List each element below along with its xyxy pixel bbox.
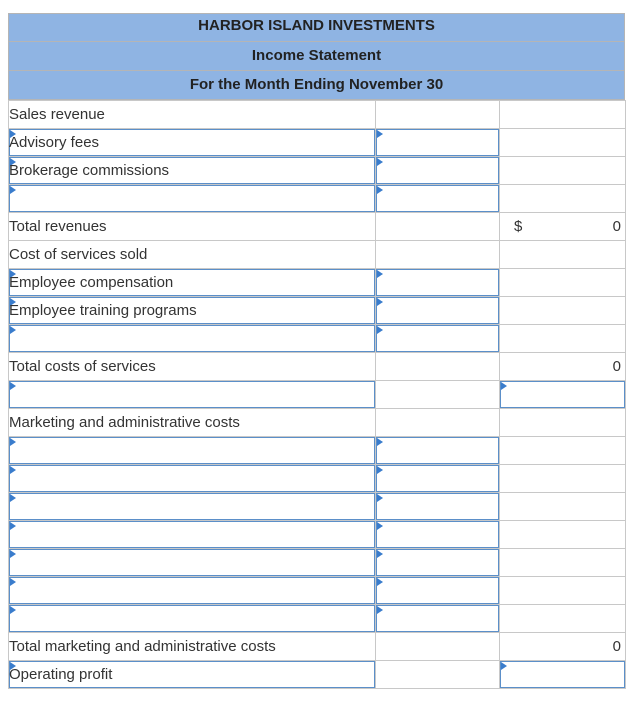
dropdown-marker-icon	[377, 606, 383, 614]
statement-table	[8, 100, 626, 689]
marketing-item-label-input[interactable]	[9, 521, 376, 549]
cost-extra-label-input[interactable]	[9, 325, 376, 353]
table-row	[9, 549, 626, 577]
marketing-item-label-input[interactable]	[9, 549, 376, 577]
operating-profit-label: Operating profit	[9, 666, 113, 683]
currency-symbol: $	[514, 218, 523, 235]
dropdown-marker-icon	[377, 522, 383, 530]
operating-profit-amount-input[interactable]	[500, 661, 626, 689]
marketing-item-amount-input[interactable]	[376, 493, 500, 521]
marketing-item-label-input[interactable]	[9, 605, 376, 633]
dropdown-marker-icon	[10, 578, 16, 586]
table-row	[9, 661, 626, 689]
table-row	[9, 465, 626, 493]
advisory-fees-field[interactable]	[9, 129, 376, 157]
table-row	[9, 129, 626, 157]
dropdown-marker-icon	[501, 382, 507, 390]
dropdown-marker-icon	[377, 326, 383, 334]
advisory-fees-amount-input[interactable]	[376, 129, 500, 157]
cost-extra-amount-input[interactable]	[376, 325, 500, 353]
marketing-item-amount-input[interactable]	[376, 605, 500, 633]
revenue-extra-amount-input[interactable]	[376, 185, 500, 213]
table-row	[9, 409, 626, 437]
gross-margin-label-input[interactable]	[9, 381, 376, 409]
company-name: HARBOR ISLAND INVESTMENTS	[8, 13, 625, 41]
table-row	[9, 213, 626, 241]
dropdown-marker-icon	[10, 606, 16, 614]
dropdown-marker-icon	[377, 494, 383, 502]
dropdown-marker-icon	[377, 158, 383, 166]
dropdown-marker-icon	[377, 298, 383, 306]
employee-compensation-field[interactable]	[9, 269, 376, 297]
dropdown-marker-icon	[377, 130, 383, 138]
table-row	[9, 157, 626, 185]
total-costs-label: Total costs of services	[9, 353, 376, 381]
statement-title: Income Statement	[8, 41, 625, 70]
marketing-item-amount-input[interactable]	[376, 577, 500, 605]
total-marketing-admin-label: Total marketing and administrative costs	[9, 633, 376, 661]
employee-compensation-label: Employee compensation	[9, 274, 174, 291]
dropdown-marker-icon	[10, 550, 16, 558]
dropdown-marker-icon	[377, 550, 383, 558]
dropdown-marker-icon	[10, 326, 16, 334]
marketing-admin-label: Marketing and administrative costs	[9, 409, 376, 437]
total-revenues-value: 0	[612, 218, 621, 235]
brokerage-commissions-field[interactable]	[9, 157, 376, 185]
dropdown-marker-icon	[10, 186, 16, 194]
marketing-item-amount-input[interactable]	[376, 521, 500, 549]
table-row	[9, 101, 626, 129]
dropdown-marker-icon	[377, 466, 383, 474]
table-row	[9, 381, 626, 409]
dropdown-marker-icon	[10, 466, 16, 474]
table-row	[9, 633, 626, 661]
table-row	[9, 437, 626, 465]
marketing-item-amount-input[interactable]	[376, 465, 500, 493]
cost-of-services-label: Cost of services sold	[9, 241, 376, 269]
marketing-item-amount-input[interactable]	[376, 549, 500, 577]
table-row	[9, 605, 626, 633]
total-marketing-admin-value: 0	[612, 638, 621, 655]
dropdown-marker-icon	[10, 494, 16, 502]
income-statement	[8, 13, 625, 689]
operating-profit-field[interactable]	[9, 661, 376, 689]
total-revenues-label: Total revenues	[9, 213, 376, 241]
dropdown-marker-icon	[10, 522, 16, 530]
table-row	[9, 577, 626, 605]
dropdown-marker-icon	[377, 186, 383, 194]
dropdown-marker-icon	[10, 382, 16, 390]
total-costs-value: 0	[612, 358, 621, 375]
table-row	[9, 297, 626, 325]
marketing-item-label-input[interactable]	[9, 465, 376, 493]
table-row	[9, 241, 626, 269]
employee-training-label: Employee training programs	[9, 302, 197, 319]
table-row	[9, 325, 626, 353]
table-row	[9, 269, 626, 297]
dropdown-marker-icon	[501, 662, 507, 670]
dropdown-marker-icon	[377, 438, 383, 446]
employee-training-field[interactable]	[9, 297, 376, 325]
table-row	[9, 493, 626, 521]
dropdown-marker-icon	[377, 270, 383, 278]
table-row	[9, 185, 626, 213]
statement-period: For the Month Ending November 30	[8, 70, 625, 100]
marketing-item-label-input[interactable]	[9, 437, 376, 465]
revenue-extra-label-input[interactable]	[9, 185, 376, 213]
gross-margin-amount-input[interactable]	[500, 381, 626, 409]
brokerage-commissions-amount-input[interactable]	[376, 157, 500, 185]
table-row	[9, 353, 626, 381]
marketing-item-label-input[interactable]	[9, 577, 376, 605]
brokerage-commissions-label: Brokerage commissions	[9, 162, 170, 179]
dropdown-marker-icon	[377, 578, 383, 586]
advisory-fees-label: Advisory fees	[9, 134, 100, 151]
employee-training-amount-input[interactable]	[376, 297, 500, 325]
table-row	[9, 521, 626, 549]
sales-revenue-label: Sales revenue	[9, 101, 376, 129]
employee-compensation-amount-input[interactable]	[376, 269, 500, 297]
dropdown-marker-icon	[10, 438, 16, 446]
marketing-item-label-input[interactable]	[9, 493, 376, 521]
marketing-item-amount-input[interactable]	[376, 437, 500, 465]
